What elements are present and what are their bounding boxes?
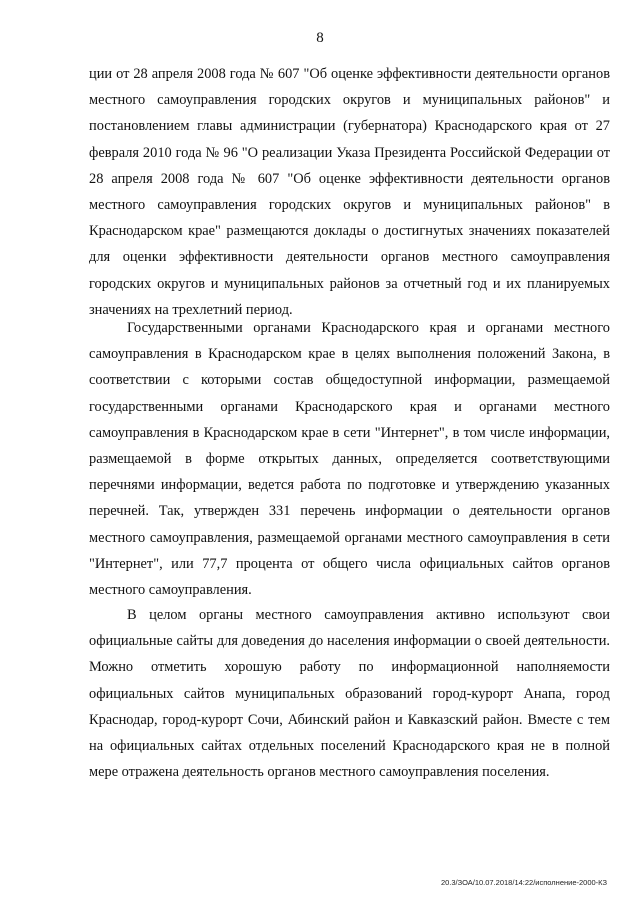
body-paragraph-2: Государственными органами Краснодарского края и органами местного самоуправления в Краснодарском крае в целях выполнения положений Закона, в соответствии с которыми состав общедоступной информации, размещаемой государственными органами Краснодарского края и органами местного самоуправления в Краснодарском крае в сети "Интернет", в том числе информации, размещаемой в форме открытых данных, определяется соответствующими перечнями информации, ведется работа по подготовке и утверждению указанных перечней. Так, утвержден 331 перечень информации о деятельности органов местного самоуправления, размещаемой органами местного самоуправления в сети "Интернет", или 77,7 процента от общего числа официальных сайтов органов местного самоуправления. — [89, 320, 610, 599]
body-paragraph-3: В целом органы местного самоуправления активно используют свои официальные сайты для доведения до населения информации о своей деятельности. Можно отметить хорошую работу по информационной наполняемости официальных сайтов муниципальных образований город-курорт Анапа, город Краснодар, город-курорт Сочи, Абинский район и Кавказский район. Вместе с тем на официальных сайтах отдельных поселений Краснодарского края не в полной мере отражена деятельность органов местного самоуправления поселения. — [89, 607, 610, 781]
page-number: 8 — [316, 30, 324, 46]
body-paragraph-1: ции от 28 апреля 2008 года № 607 "Об оценке эффективности деятельности органов местного самоуправления городских округов и муниципальных районов" и постановлением главы администрации (губернатора) Краснодарского края от 27 февраля 2010 года № 96 "О реализации Указа Президента Российской Федерации от 28 апреля 2008 года № 607 "Об оценке эффективности деятельности органов местного самоуправления городских округов и муниципальных районов" в Краснодарском крае" размещаются доклады о достигнутых значениях показателей для оценки эффективности деятельности органов местного самоуправления городских округов и муниципальных районов за отчетный год и их планируемых значениях на трехлетний период. — [89, 66, 610, 318]
document-registration-stamp: 20.3/ЗОА/10.07.2018/14:22/исполнение-2000-КЗ — [440, 878, 607, 887]
